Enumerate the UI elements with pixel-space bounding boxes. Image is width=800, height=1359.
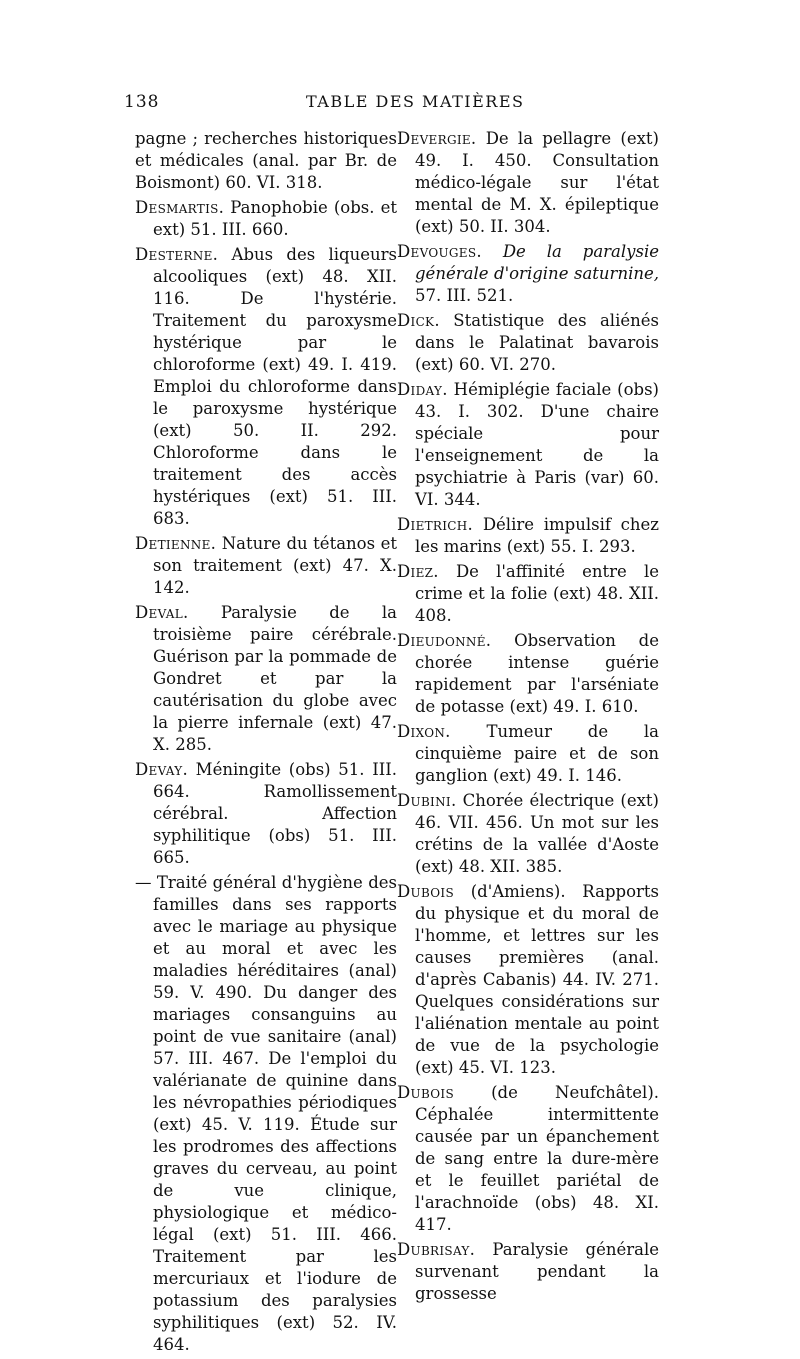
entry-author: Devergie. [397,129,477,148]
entry-text [482,242,503,261]
entry-author: Dubois [397,1083,454,1102]
entry-author: Diez. [397,562,439,581]
entry-text: 57. III. 521. [415,286,514,305]
entry-text: Observation de chorée intense guérie rapidement par l'arséniate de potasse (ext) 49. I. 610. [415,631,659,716]
entry-dash: — [135,873,152,892]
entry-author: Desmartis. [135,198,225,217]
entry-author: Deval. [135,603,189,622]
index-entry [135,197,397,241]
entry-author: Dieudonné. [397,631,492,650]
entry-author: Dietrich. [397,515,474,534]
entry-author: Dick. [397,311,440,330]
index-entry [135,244,397,530]
index-entry [135,602,397,756]
entry-author: Desterne. [135,245,219,264]
index-entry [397,128,659,238]
entry-author: Devay. [135,760,188,779]
entry-author: Diday. [397,380,448,399]
entry-author: Dixon. [397,722,451,741]
index-entry [397,790,659,878]
entry-text: (d'Amiens). Rapports du physique et du moral de l'homme, et lettres sur les causes premières (anal. d'après Cabanis) 44. IV. 271. Quelques considérations sur l'aliénation mentale au point de vue de la psychologie (ext) 45. VI. 123. [415,882,659,1077]
entry-text: Panophobie (obs. et ext) 51. III. 660. [153,198,397,239]
index-entry [397,514,659,558]
entry-text: Statistique des aliénés dans le Palatinat bavarois (ext) 60. VI. 270. [415,311,659,374]
right-column [397,128,659,1308]
entry-author: Dubois [397,882,454,901]
entry-text: Méningite (obs) 51. III. 664. Ramollissement cérébral. Affection syphilitique (obs) 51. III. 665. [153,760,397,867]
index-entry [135,128,397,194]
index-entry [397,241,659,307]
index-entry [135,759,397,869]
index-entry [397,379,659,511]
page-header [120,92,680,122]
entry-text: Abus des liqueurs alcooliques (ext) 48. XII. 116. De l'hystérie. Traitement du paroxysme hystérique par le chloroforme (ext) 49. I. 419. Emploi du chloroforme dans le paroxysme hystérique (ext) 50. II. 292. Chloroforme dans le traitement des accès hystériques (ext) 51. III. 683. [153,245,397,528]
index-entry [135,872,397,1356]
index-entry [397,721,659,787]
entry-text: Tumeur de la cinquième paire et de son ganglion (ext) 49. I. 146. [415,722,659,785]
left-column [135,128,397,1359]
entry-author: Dubrisay. [397,1240,476,1259]
entry-text: Paralysie générale survenant pendant la grossesse [415,1240,659,1303]
entry-author: Devouges. [397,242,482,261]
index-entry [397,1239,659,1305]
entry-text: (de Neufchâtel). Céphalée intermittente causée par un épanchement de sang entre la dure-mère et le feuillet pariétal de l'arachnoïde (obs) 48. XI. 417. [415,1083,659,1234]
page-number: 138 [124,92,160,112]
index-entry [397,630,659,718]
entry-text: De l'affinité entre le crime et la folie (ext) 48. XII. 408. [415,562,659,625]
index-entry [397,310,659,376]
entry-text: Chorée électrique (ext) 46. VII. 456. Un mot sur les crétins de la vallée d'Aoste (ext) 48. XII. 385. [415,791,659,876]
entry-author: Dubini. [397,791,457,810]
index-entry [397,881,659,1079]
index-entry [397,1082,659,1236]
entry-author: Detienne. [135,534,217,553]
entry-text: Nature du tétanos et son traitement (ext) 47. X. 142. [153,534,397,597]
entry-text: De la pellagre (ext) 49. I. 450. Consultation médico-légale sur l'état mental de M. X. épileptique (ext) 50. II. 304. [415,129,659,236]
entry-title-italic: De la paralysie générale d'origine saturnine, [415,242,659,283]
entry-text: Paralysie de la troisième paire cérébrale. Guérison par la pommade de Gondret et par la cautérisation du globe avec la pierre infernale (ext) 47. X. 285. [153,603,397,754]
entry-text: Hémiplégie faciale (obs) 43. I. 302. D'une chaire spéciale pour l'enseignement de la psychiatrie à Paris (var) 60. VI. 344. [415,380,659,509]
index-entry [397,561,659,627]
running-title: TABLE DES MATIÈRES [306,92,525,111]
entry-text: Traité général d'hygiène des familles dans ses rapports avec le mariage au physique et au moral et avec les maladies héréditaires (anal) 59. V. 490. Du danger des mariages consanguins au point de vue sanitaire (anal) 57. III. 467. De l'emploi du valérianate de quinine dans les névropathies périodiques (ext) 45. V. 119. Étude sur les prodromes des affections graves du cerveau, au point de vue clinique, physiologique et médico-légal (ext) 51. III. 466. Traitement par les mercuriaux et l'iodure de potassium des paralysies syphilitiques (ext) 52. IV. 464. [151,873,397,1354]
entry-text: Délire impulsif chez les marins (ext) 55. I. 293. [415,515,659,556]
index-entry [135,533,397,599]
entry-text: pagne ; recherches historiques et médicales (anal. par Br. de Boismont) 60. VI. 318. [135,129,397,192]
